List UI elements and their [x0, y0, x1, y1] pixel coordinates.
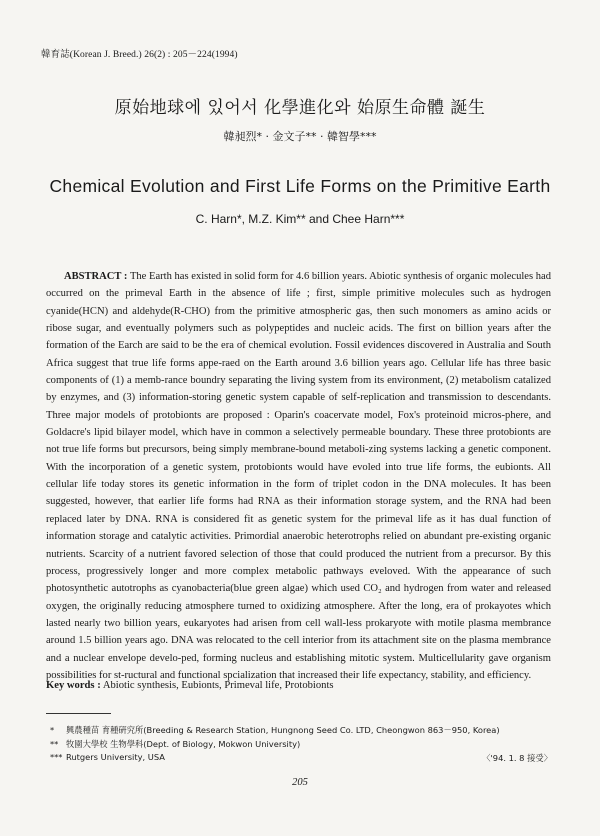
korean-title: 原始地球에 있어서 化學進化와 始原生命體 誕生 — [114, 98, 486, 118]
page-number: 205 — [292, 777, 308, 788]
abstract-text: The Earth has existed in solid form for 4.6 billion years. Abiotic synthesis of organic molecules had occurred on the primeval Earth in the absence of life ; first, simple primitive molecules such as hydrogen cyanide(HCN) and aldehyde(R-CHO) from the primitive atmospheric gas, then such monomers as amino acids or ribose sugar, and eventually polymers such as polypeptides and nucleic acids. The first on billion years after the formation of the Earch are said to be the era of chemical evolution. Fossil evidences discovered in Australia and South Africa suggest that true life forms appe-raed on the Earth around 3.6 billion years ago. Cellular life has three basic components of (1) a memb-rance boundry separating the living system from its environment, (2) metabolism catalized by enzymes, and (3) information-storing genetic system capable of self-replication and transmission to descendants. Three major models of protobionts are proposed : Oparin's coacervate model, Fox's proteinoid micros-phere, and Goldacre's lipid bilayer model, which have in common a selectively permeable boundary. These three protobionts are not true life forms but precursors, being simply membrane-bound metaboli-zing systems lacking a genetic component. With the incorporation of a genetic system, protobionts would have evoled into true life forms, the eubionts. All cellular life today stores its genetic information in the form of triplet codon in the DNA molecules. It has been suggested, however, that earlier life forms had RNA as their information storage system, and the RNA had been replaced later by DNA. RNA is considered fit as genetic system for the primeval life as it has dual function of information storage and catalytic activities. Primordial anaerobic heterotrophs relied on abundant pre-existing organic nutrients. Scarcity of a nutrient favored selection of those that could produced the nutrient from a precursor. By this process, progressively longer and more complex metabolic pathways eveloved. With the appearance of such photosynthetic autotrophs as cyanobacteria(blue green algae) which used CO₂ and hydrogen from water and released oxygen, the originally reducing atmosphere turned to oxidizing atmosphere. After the long, era of prokayotes which lasted nearly two billion years, eukaryotes had arisen from cell wall-less prokaryote with motile plasma membrance around 1.5 billion years ago. DNA was relocated to the cell interior from its attachment site on the plasma membrance and a nuclear envelope develo-ped, forming nucleus and establishing mitotic system. Multicellularity gave organism possibilities for st-ructural and functional spcialization that increased their life expectancy, stability, and efficiency. — [46, 271, 551, 681]
footnote-1 — [50, 724, 500, 736]
english-authors: C. Harn*, M.Z. Kim** and Chee Harn*** — [195, 212, 405, 226]
footnote-divider — [46, 713, 111, 714]
korean-authors: 韓昶烈* · 金文子** · 韓智學*** — [223, 130, 377, 143]
footnote-marker: * — [50, 725, 55, 735]
abstract-label: ABSTRACT : — [64, 271, 128, 282]
keywords — [46, 680, 334, 691]
english-title: Chemical Evolution and First Life Forms on the Primitive Earth — [49, 176, 551, 196]
footnote-3 — [50, 752, 165, 762]
journal-citation: 韓育誌(Korean J. Breed.) 26(2) : 205－224(1994) — [41, 50, 238, 60]
received-date: 〈'94. 1. 8 接受〉 — [482, 753, 552, 763]
footnote-2 — [50, 738, 300, 750]
abstract — [46, 268, 551, 684]
footnote-marker: *** — [50, 752, 63, 762]
keywords-label: Key words : — [46, 680, 101, 691]
keywords-text: Abiotic synthesis, Eubionts, Primeval life, Protobionts — [102, 680, 334, 691]
footnote-text: Rutgers University, USA — [66, 752, 165, 762]
footnote-text: 興農種苗 育種硏究所(Breeding & Research Station, Hungnong Seed Co. LTD, Cheongwon 863－950, Korea) — [66, 725, 500, 735]
footnote-text: 牧園大學校 生物學科(Dept. of Biology, Mokwon University) — [66, 739, 301, 749]
footnote-marker: ** — [50, 739, 59, 749]
